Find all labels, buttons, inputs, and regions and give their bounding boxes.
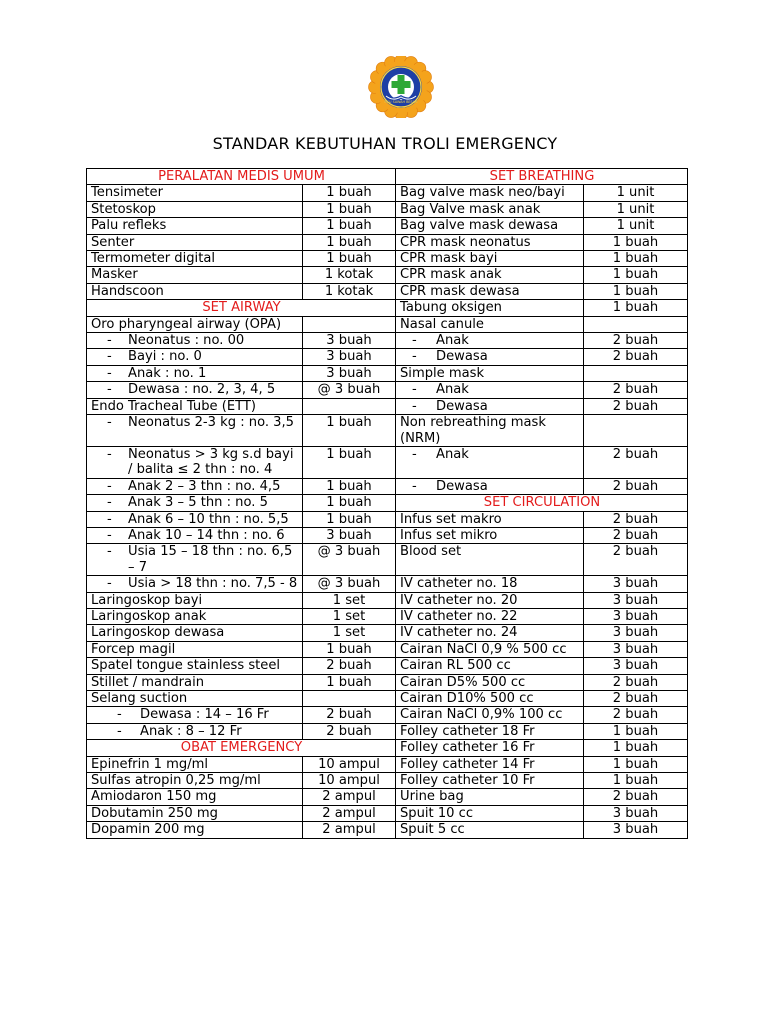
list-dash: - [107, 478, 112, 494]
list-dash: - [107, 495, 112, 511]
item-quantity: 3 buah [584, 608, 688, 624]
item-name: Urine bag [396, 789, 584, 805]
list-dash: - [107, 415, 112, 431]
table-row [87, 300, 688, 316]
item-name [396, 382, 584, 398]
item-quantity: 1 buah [584, 283, 688, 299]
item-name: Folley catheter 14 Fr [396, 756, 584, 772]
table-row [87, 576, 688, 592]
item-name: Amiodaron 150 mg [87, 789, 303, 805]
sub-item-label: Anak [436, 333, 469, 349]
item-quantity [303, 316, 396, 332]
item-quantity: 1 buah [303, 218, 396, 234]
item-quantity: 2 buah [584, 478, 688, 494]
item-name: Oro pharyngeal airway (OPA) [87, 316, 303, 332]
item-name [87, 333, 303, 349]
item-quantity: 2 buah [584, 382, 688, 398]
item-name: Spatel tongue stainless steel [87, 658, 303, 674]
list-dash: - [412, 446, 417, 462]
list-dash: - [107, 511, 112, 527]
sub-item-label: Anak 3 – 5 thn : no. 5 [128, 495, 268, 511]
item-quantity: 1 buah [303, 511, 396, 527]
item-quantity: 2 buah [584, 674, 688, 690]
item-quantity: 1 buah [584, 251, 688, 267]
list-dash: - [412, 349, 417, 365]
section-header: SET AIRWAY [87, 300, 396, 316]
item-name [396, 333, 584, 349]
table-row [87, 805, 688, 821]
item-name: Sulfas atropin 0,25 mg/ml [87, 773, 303, 789]
item-name [87, 527, 303, 543]
item-name [87, 511, 303, 527]
table-row [87, 349, 688, 365]
item-quantity [584, 365, 688, 381]
table-row [87, 251, 688, 267]
item-quantity: 1 set [303, 608, 396, 624]
item-quantity: 2 buah [303, 658, 396, 674]
emergency-trolley-table [86, 168, 688, 839]
item-quantity: 1 buah [303, 674, 396, 690]
item-quantity: 1 kotak [303, 267, 396, 283]
item-quantity: 1 buah [584, 300, 688, 316]
item-quantity [303, 691, 396, 707]
table-row [87, 740, 688, 756]
item-name [87, 478, 303, 494]
item-name: Epinefrin 1 mg/ml [87, 756, 303, 772]
item-quantity: 1 buah [303, 495, 396, 511]
item-quantity: 3 buah [303, 333, 396, 349]
item-quantity: 2 buah [303, 707, 396, 723]
item-quantity: 3 buah [584, 658, 688, 674]
item-name: Laringoskop bayi [87, 592, 303, 608]
item-name: Selang suction [87, 691, 303, 707]
logo-ring-text: RSU SAWAH BESAR [384, 100, 418, 104]
item-name: CPR mask anak [396, 267, 584, 283]
table-row [87, 707, 688, 723]
item-name [87, 723, 303, 739]
table-row [87, 789, 688, 805]
item-quantity: 3 buah [584, 641, 688, 657]
item-name: Tensimeter [87, 185, 303, 201]
item-name: Folley catheter 16 Fr [396, 740, 584, 756]
item-quantity: 1 buah [303, 478, 396, 494]
table-row [87, 169, 688, 185]
item-quantity: 1 buah [584, 756, 688, 772]
item-name: Dopamin 200 mg [87, 822, 303, 838]
item-name [87, 365, 303, 381]
section-header: SET CIRCULATION [396, 495, 688, 511]
item-name: Forcep magil [87, 641, 303, 657]
table-row [87, 608, 688, 624]
list-dash: - [107, 446, 112, 462]
table-row [87, 398, 688, 414]
item-quantity: 3 buah [584, 576, 688, 592]
item-name: Nasal canule [396, 316, 584, 332]
section-header: OBAT EMERGENCY [87, 740, 396, 756]
hospital-logo-icon [367, 56, 435, 118]
item-name: Folley catheter 18 Fr [396, 723, 584, 739]
item-quantity: 1 buah [584, 740, 688, 756]
table-row [87, 592, 688, 608]
item-quantity: 2 buah [584, 446, 688, 478]
table-row [87, 478, 688, 494]
item-name: Infus set makro [396, 511, 584, 527]
item-name: Laringoskop anak [87, 608, 303, 624]
item-name: CPR mask neonatus [396, 234, 584, 250]
item-name: Spuit 5 cc [396, 822, 584, 838]
sub-item-label: Anak : 8 – 12 Fr [140, 723, 242, 739]
item-name [87, 446, 303, 478]
item-name: Blood set [396, 544, 584, 576]
table-row [87, 691, 688, 707]
table-row [87, 527, 688, 543]
table-row [87, 201, 688, 217]
sub-item-label: Dewasa : no. 2, 3, 4, 5 [128, 382, 276, 398]
item-name [87, 707, 303, 723]
table-row [87, 446, 688, 478]
list-dash: - [107, 527, 112, 543]
item-quantity: 2 buah [584, 691, 688, 707]
item-quantity: @ 3 buah [303, 576, 396, 592]
item-quantity: 1 buah [303, 415, 396, 447]
table-row [87, 756, 688, 772]
item-quantity: 1 buah [303, 201, 396, 217]
section-header: PERALATAN MEDIS UMUM [87, 169, 396, 185]
table-row [87, 511, 688, 527]
item-quantity: 1 unit [584, 201, 688, 217]
item-quantity: 2 buah [584, 544, 688, 576]
section-header: SET BREATHING [396, 169, 688, 185]
item-quantity: 1 buah [303, 251, 396, 267]
item-quantity: 1 buah [584, 234, 688, 250]
item-quantity: 1 buah [584, 267, 688, 283]
item-name [396, 398, 584, 414]
list-dash: - [107, 576, 112, 592]
item-name: Non rebreathing mask (NRM) [396, 415, 584, 447]
table-row [87, 822, 688, 838]
table-row [87, 185, 688, 201]
item-name: Stillet / mandrain [87, 674, 303, 690]
item-quantity: 2 buah [584, 707, 688, 723]
item-name: Folley catheter 10 Fr [396, 773, 584, 789]
page-title: STANDAR KEBUTUHAN TROLI EMERGENCY [212, 134, 558, 153]
sub-item-label: Anak 6 – 10 thn : no. 5,5 [128, 511, 289, 527]
list-dash: - [412, 398, 417, 414]
item-name: Cairan D10% 500 cc [396, 691, 584, 707]
item-quantity: 1 unit [584, 218, 688, 234]
item-quantity: 3 buah [303, 527, 396, 543]
item-quantity: 10 ampul [303, 756, 396, 772]
table-row [87, 234, 688, 250]
item-name: Stetoskop [87, 201, 303, 217]
table-row [87, 283, 688, 299]
table-row [87, 333, 688, 349]
item-name [87, 495, 303, 511]
sub-item-label: Dewasa [436, 478, 488, 494]
item-quantity [303, 398, 396, 414]
item-quantity: 3 buah [584, 822, 688, 838]
item-name: IV catheter no. 18 [396, 576, 584, 592]
item-quantity: 1 kotak [303, 283, 396, 299]
item-quantity: 3 buah [584, 625, 688, 641]
list-dash: - [117, 707, 122, 723]
item-name: Masker [87, 267, 303, 283]
list-dash: - [107, 365, 112, 381]
item-quantity: 2 ampul [303, 822, 396, 838]
sub-item-label: Bayi : no. 0 [128, 349, 202, 365]
item-quantity: 1 unit [584, 185, 688, 201]
item-name [396, 446, 584, 478]
list-dash: - [412, 382, 417, 398]
item-name: Senter [87, 234, 303, 250]
table-row [87, 365, 688, 381]
item-name: Spuit 10 cc [396, 805, 584, 821]
item-quantity [584, 316, 688, 332]
list-dash: - [117, 723, 122, 739]
list-dash: - [412, 333, 417, 349]
item-name [87, 382, 303, 398]
table-row [87, 674, 688, 690]
table-row [87, 658, 688, 674]
item-name: Laringoskop dewasa [87, 625, 303, 641]
item-quantity: 1 buah [584, 773, 688, 789]
sub-item-label: Neonatus 2-3 kg : no. 3,5 [128, 415, 295, 431]
item-name: Tabung oksigen [396, 300, 584, 316]
table-row [87, 773, 688, 789]
item-name: IV catheter no. 24 [396, 625, 584, 641]
item-quantity: 2 buah [584, 398, 688, 414]
sub-item-label: Dewasa : 14 – 16 Fr [140, 707, 269, 723]
item-name: Bag valve mask dewasa [396, 218, 584, 234]
item-name: Cairan RL 500 cc [396, 658, 584, 674]
item-quantity: 1 buah [303, 234, 396, 250]
item-quantity: 1 set [303, 592, 396, 608]
item-quantity: 2 buah [584, 349, 688, 365]
item-quantity: 1 buah [303, 185, 396, 201]
item-quantity: 2 ampul [303, 789, 396, 805]
item-quantity: 3 buah [303, 365, 396, 381]
table-row [87, 415, 688, 447]
list-dash: - [107, 333, 112, 349]
item-name: Bag valve mask neo/bayi [396, 185, 584, 201]
item-quantity: 3 buah [303, 349, 396, 365]
sub-item-label: Anak [436, 446, 469, 462]
item-quantity: 1 buah [303, 641, 396, 657]
table-row [87, 316, 688, 332]
item-quantity: 10 ampul [303, 773, 396, 789]
item-name: Termometer digital [87, 251, 303, 267]
item-name: CPR mask dewasa [396, 283, 584, 299]
sub-item-label: Dewasa [436, 398, 488, 414]
item-quantity: 2 buah [584, 527, 688, 543]
item-name: IV catheter no. 22 [396, 608, 584, 624]
list-dash: - [412, 478, 417, 494]
item-name: Handscoon [87, 283, 303, 299]
table-row [87, 544, 688, 576]
item-quantity [584, 415, 688, 447]
sub-item-label: Anak 2 – 3 thn : no. 4,5 [128, 478, 281, 494]
sub-item-label: Anak 10 – 14 thn : no. 6 [128, 527, 285, 543]
item-name: CPR mask bayi [396, 251, 584, 267]
item-name: Infus set mikro [396, 527, 584, 543]
table-row [87, 495, 688, 511]
item-name [87, 415, 303, 447]
table-row [87, 641, 688, 657]
item-name: Palu refleks [87, 218, 303, 234]
item-name [87, 544, 303, 576]
sub-item-label: Usia > 18 thn : no. 7,5 - 8 [128, 576, 298, 592]
list-dash: - [107, 544, 112, 560]
sub-item-label: Anak [436, 382, 469, 398]
item-quantity: 3 buah [584, 592, 688, 608]
table-row [87, 723, 688, 739]
item-quantity: 3 buah [584, 805, 688, 821]
sub-item-label: Usia 15 – 18 thn : no. 6,5 – 7 [128, 544, 293, 575]
sub-item-label: Neonatus > 3 kg s.d bayi / balita ≤ 2 thn : no. 4 [128, 446, 294, 478]
item-name: Bag Valve mask anak [396, 201, 584, 217]
item-quantity: @ 3 buah [303, 382, 396, 398]
item-quantity: 2 buah [584, 333, 688, 349]
table-row [87, 382, 688, 398]
item-quantity: @ 3 buah [303, 544, 396, 576]
table-row [87, 267, 688, 283]
item-name: Cairan D5% 500 cc [396, 674, 584, 690]
item-quantity: 2 buah [584, 511, 688, 527]
item-name: Cairan NaCl 0,9 % 500 cc [396, 641, 584, 657]
item-quantity: 1 set [303, 625, 396, 641]
item-quantity: 2 buah [584, 789, 688, 805]
item-quantity: 1 buah [303, 446, 396, 478]
table-row [87, 218, 688, 234]
item-name: Simple mask [396, 365, 584, 381]
item-name [396, 478, 584, 494]
sub-item-label: Neonatus : no. 00 [128, 333, 245, 349]
sub-item-label: Anak : no. 1 [128, 365, 207, 381]
sub-item-label: Dewasa [436, 349, 488, 365]
table-row [87, 625, 688, 641]
item-quantity: 1 buah [584, 723, 688, 739]
item-quantity: 2 buah [303, 723, 396, 739]
item-name: Dobutamin 250 mg [87, 805, 303, 821]
item-name [87, 576, 303, 592]
item-name [396, 349, 584, 365]
item-name: IV catheter no. 20 [396, 592, 584, 608]
item-name: Endo Tracheal Tube (ETT) [87, 398, 303, 414]
item-name: Cairan NaCl 0,9% 100 cc [396, 707, 584, 723]
item-name [87, 349, 303, 365]
list-dash: - [107, 382, 112, 398]
list-dash: - [107, 349, 112, 365]
item-quantity: 2 ampul [303, 805, 396, 821]
